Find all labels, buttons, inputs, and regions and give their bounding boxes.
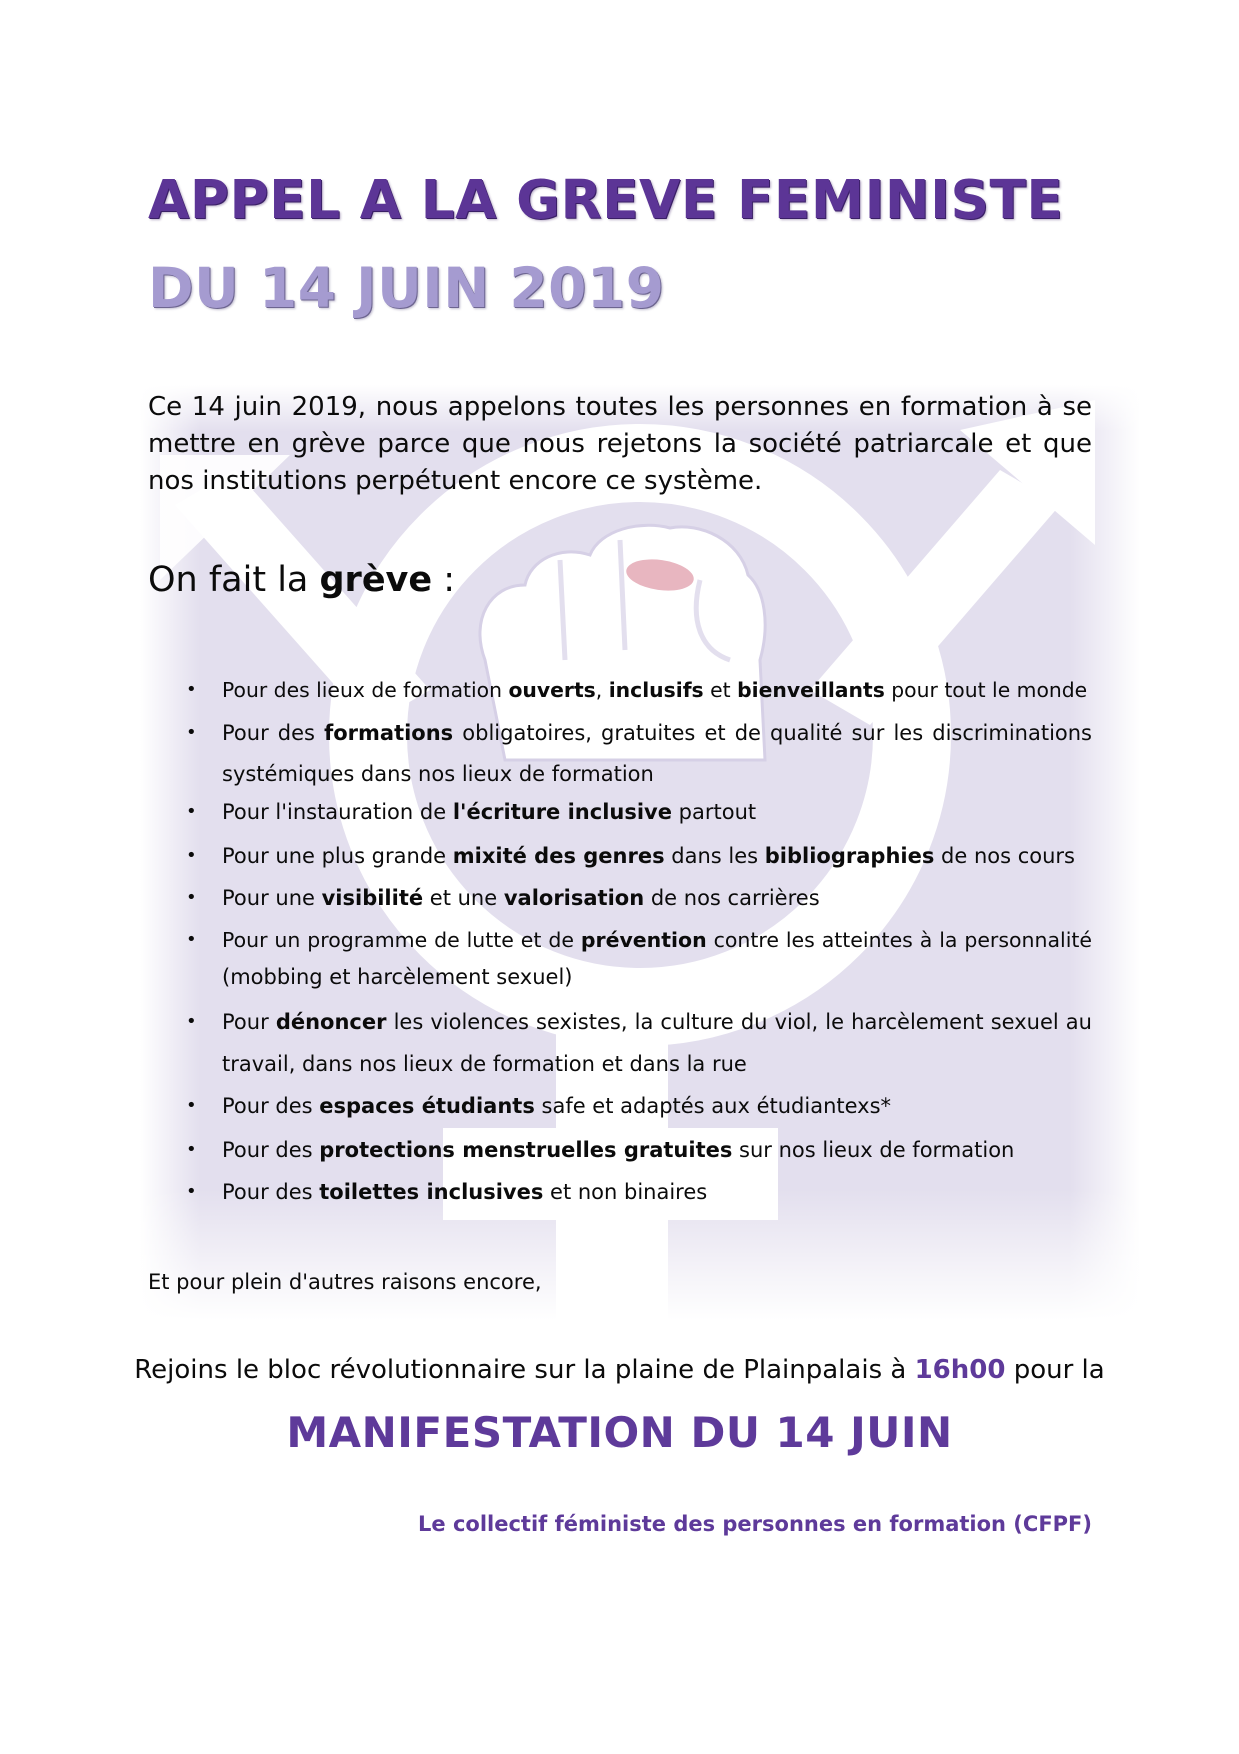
heading-suffix: : [432, 560, 456, 600]
bullet-icon: • [186, 845, 197, 866]
emphasis-text: visibilité [321, 886, 424, 910]
emphasis-text: l'écriture inclusive [452, 800, 672, 824]
list-item-line [222, 884, 1092, 912]
manifestation-heading: MANIFESTATION DU 14 JUIN [286, 1408, 953, 1457]
bullet-icon: • [186, 679, 197, 700]
bullet-icon: • [186, 1181, 197, 1202]
list-text: Pour des [222, 1180, 320, 1204]
list-text: , [595, 678, 609, 702]
emphasis-text: protections menstruelles gratuites [319, 1138, 733, 1162]
list-text: safe et adaptés aux étudiantexs* [534, 1094, 892, 1118]
bullet-icon: • [186, 929, 197, 950]
emphasis-text: inclusifs [608, 678, 704, 702]
emphasis-text: espaces étudiants [319, 1094, 535, 1118]
emphasis-text: formations [324, 721, 454, 745]
intro-line: Ce 14 juin 2019, nous appelons toutes les personnes en formation à se [148, 392, 1092, 422]
heading-bold: grève [319, 560, 433, 600]
list-item-line [222, 963, 1092, 991]
list-text: partout [671, 800, 757, 824]
bullet-icon: • [186, 801, 197, 822]
list-text: contre les atteintes à la personnalité [706, 928, 1093, 952]
call-time: 16h00 [914, 1355, 1006, 1385]
list-text: Pour une [222, 886, 322, 910]
list-text: systémiques dans nos lieux de formation [222, 762, 654, 786]
list-text: Pour l'instauration de [222, 800, 453, 824]
list-item-line [222, 1008, 1092, 1036]
list-text: (mobbing et harcèlement sexuel) [222, 965, 573, 989]
bullet-icon: • [186, 1139, 197, 1160]
list-text: obligatoires, gratuites et de qualité sur les discriminations [453, 721, 1092, 745]
list-text: Pour [222, 1010, 276, 1034]
call-text-after: pour la [1005, 1355, 1105, 1385]
heading-prefix: On fait la [148, 560, 320, 600]
list-text: Pour une plus grande [222, 844, 453, 868]
bullet-icon: • [186, 887, 197, 908]
list-text: Pour un programme de lutte et de [222, 928, 581, 952]
list-item-line [222, 1178, 1092, 1206]
list-item-line [222, 676, 1092, 704]
list-text: travail, dans nos lieux de formation et dans la rue [222, 1052, 747, 1076]
list-item-line [222, 926, 1092, 954]
list-text: les violences sexistes, la culture du viol, le harcèlement sexuel au [386, 1010, 1092, 1034]
outro-text: Et pour plein d'autres raisons encore, [148, 1270, 542, 1294]
list-text: Pour des [222, 1138, 320, 1162]
emphasis-text: prévention [580, 928, 707, 952]
list-item-line [222, 1136, 1092, 1164]
list-text: Pour des lieux de formation [222, 678, 509, 702]
emphasis-text: dénoncer [275, 1010, 387, 1034]
emphasis-text: bibliographies [764, 844, 935, 868]
section-heading [148, 560, 455, 600]
page-subtitle-date: DU 14 JUIN 2019 [148, 256, 665, 320]
list-text: de nos carrières [644, 886, 820, 910]
emphasis-text: bienveillants [737, 678, 885, 702]
intro-line: nos institutions perpétuent encore ce système. [148, 466, 763, 496]
list-item-line [222, 842, 1092, 870]
list-item-line [222, 1092, 1092, 1120]
emphasis-text: toilettes inclusives [319, 1180, 544, 1204]
list-item-line [222, 1050, 1092, 1078]
list-text: de nos cours [934, 844, 1075, 868]
list-text: Pour des [222, 1094, 320, 1118]
bullet-icon: • [186, 1095, 197, 1116]
list-item-line [222, 719, 1092, 747]
emphasis-text: ouverts [508, 678, 596, 702]
emphasis-text: mixité des genres [452, 844, 665, 868]
list-text: dans les [664, 844, 765, 868]
list-text: et [703, 678, 738, 702]
list-text: pour tout le monde [884, 678, 1088, 702]
intro-line: mettre en grève parce que nous rejetons la société patriarcale et que [148, 429, 1092, 459]
call-to-action [0, 1355, 1239, 1385]
list-text: et une [423, 886, 504, 910]
page-title: APPEL A LA GREVE FEMINISTE [148, 168, 1064, 231]
call-text-before: Rejoins le bloc révolutionnaire sur la plaine de Plainpalais à [134, 1355, 915, 1385]
list-text: sur nos lieux de formation [732, 1138, 1015, 1162]
emphasis-text: valorisation [503, 886, 645, 910]
list-item-line [222, 798, 1092, 826]
signature: Le collectif féministe des personnes en formation (CFPF) [418, 1512, 1092, 1536]
list-text: et non binaires [543, 1180, 708, 1204]
bullet-icon: • [186, 722, 197, 743]
list-item-line [222, 760, 1092, 788]
list-text: Pour des [222, 721, 325, 745]
bullet-icon: • [186, 1011, 197, 1032]
